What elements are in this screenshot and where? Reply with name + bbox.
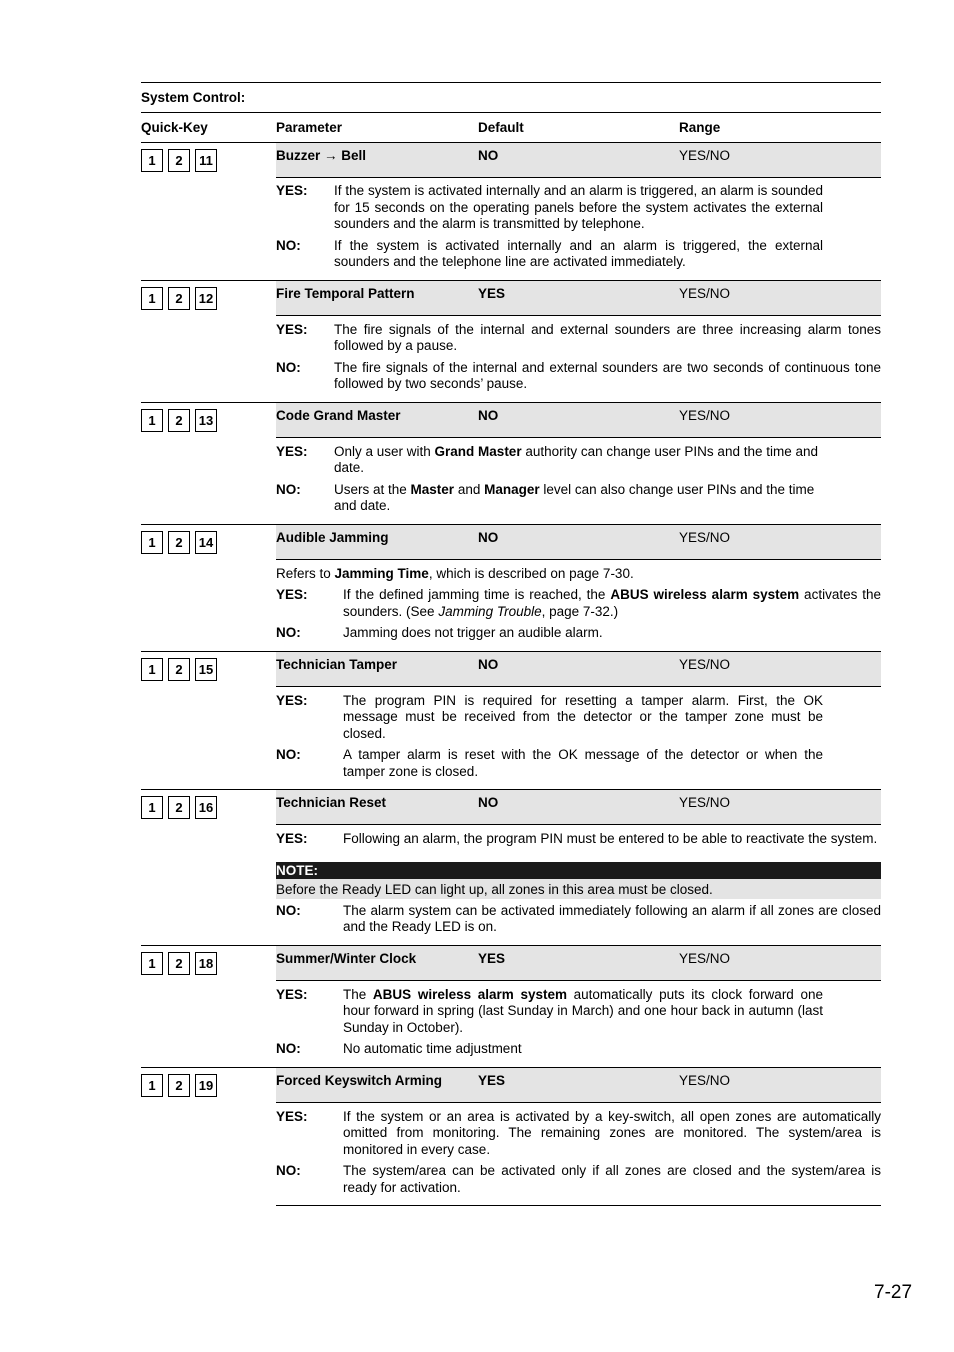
entry-body [276, 790, 881, 945]
option-text: The system/area can be activated only if all zones are closed and the system/area is ready for activation. [343, 1163, 881, 1195]
entry-code-grand-master [141, 402, 881, 524]
option-label: YES: [276, 443, 308, 459]
default-value: NO [478, 529, 499, 545]
option-no [276, 1163, 881, 1196]
key-box: 14 [195, 531, 217, 554]
key-box: 1 [141, 658, 163, 681]
quick-key [141, 143, 276, 280]
entry-body [276, 652, 881, 790]
text-run: Users at the [334, 481, 411, 497]
text-run: authority can change user PINs and the time and date. [334, 443, 819, 475]
key-box: 2 [168, 796, 190, 819]
parameter-name: Fire Temporal Pattern [276, 285, 415, 301]
key-box: 2 [168, 1074, 190, 1097]
option-label: NO: [276, 625, 301, 640]
option-no [276, 1041, 881, 1058]
entry-fire-temporal-pattern [141, 280, 881, 402]
option-text: If the system is activated internally and an alarm is triggered, the external sounders and the telephone line are activated immediately. [334, 237, 823, 269]
option-text: Following an alarm, the program PIN must be entered to be able to reactivate the system. [343, 831, 878, 846]
column-quick-key: Quick-Key [141, 120, 208, 135]
parameter-name [276, 148, 478, 177]
option-text: A tamper alarm is reset with the OK message of the detector or when the tamper zone is closed. [343, 747, 823, 779]
option-no [276, 238, 881, 271]
quick-key [141, 790, 276, 945]
key-box: 1 [141, 149, 163, 172]
parameter-row [276, 790, 881, 825]
arrow-right-icon: → [324, 148, 338, 163]
option-yes [276, 693, 881, 743]
text-run: level can also change user PINs and the time and date. [334, 481, 815, 513]
description [276, 438, 881, 524]
key-box: 2 [168, 287, 190, 310]
quick-key [141, 652, 276, 790]
parameter-name: Technician Tamper [276, 656, 398, 672]
option-label: NO: [276, 237, 301, 253]
entry-forced-keyswitch-arming [141, 1067, 881, 1207]
key-box: 15 [195, 658, 217, 681]
description [276, 178, 881, 280]
option-no [276, 747, 881, 780]
parameter-row [276, 652, 881, 687]
text-run: activates the sounders. (See [343, 587, 881, 619]
settings-table [141, 82, 881, 1206]
option-label: NO: [276, 481, 301, 497]
option-text [334, 482, 823, 515]
description [276, 981, 881, 1067]
key-box: 16 [195, 796, 217, 819]
text-run: Only a user with [334, 443, 435, 459]
text-run-bold: ABUS wireless alarm system [372, 986, 567, 1002]
option-yes [276, 831, 881, 848]
section-title: System Control: [141, 90, 246, 105]
parameter-name: Summer/Winter Clock [276, 950, 417, 966]
text-run-italic: Jamming Trouble [438, 603, 542, 619]
option-label: NO: [276, 359, 301, 375]
key-box: 1 [141, 796, 163, 819]
text-run: , page 7-32.) [541, 603, 619, 619]
column-parameter: Parameter [276, 120, 343, 135]
text-run: Refers to [276, 565, 335, 581]
option-label: NO: [276, 1163, 301, 1178]
text-run: If the defined jamming time is reached, the [343, 587, 611, 602]
option-text [334, 444, 823, 477]
option-text [343, 987, 823, 1037]
option-no [276, 482, 881, 515]
column-default: Default [478, 120, 524, 135]
parameter-row [276, 1068, 881, 1103]
default-value: NO [478, 656, 499, 672]
intro-text [276, 566, 881, 583]
option-yes [276, 183, 881, 233]
entry-body [276, 281, 881, 402]
description [276, 316, 881, 402]
option-label: YES: [276, 587, 308, 602]
text-run-bold: Jamming Time [334, 565, 429, 581]
key-box: 2 [168, 149, 190, 172]
range-value: YES/NO [679, 795, 731, 810]
option-no [276, 360, 881, 393]
parameter-row [276, 946, 881, 981]
entry-audible-jamming [141, 524, 881, 651]
text-run-bold: Grand Master [434, 443, 522, 459]
default-value: NO [478, 795, 499, 810]
page-number: 7-27 [874, 1282, 913, 1303]
range-value: YES/NO [679, 148, 731, 163]
key-box: 1 [141, 531, 163, 554]
option-text: The fire signals of the internal and external sounders are two seconds of continuous tone followed by two seconds’ pause. [334, 359, 881, 391]
default-value: YES [478, 1072, 506, 1088]
parameter-part: Buzzer [276, 148, 321, 163]
range-value: YES/NO [679, 529, 731, 545]
key-box: 11 [195, 149, 217, 172]
key-box: 1 [141, 409, 163, 432]
description [276, 825, 881, 945]
option-text: The program PIN is required for resetting a tamper alarm. First, the OK message must be received from the detector or the tamper zone must be closed. [343, 692, 823, 741]
parameter-row [276, 281, 881, 316]
option-label: YES: [276, 321, 308, 337]
option-label: NO: [276, 1041, 301, 1056]
entry-body [276, 525, 881, 651]
key-box: 1 [141, 1074, 163, 1097]
option-yes [276, 1109, 881, 1159]
quick-key [141, 525, 276, 651]
entry-technician-reset [141, 789, 881, 945]
option-yes [276, 322, 881, 355]
key-box: 1 [141, 287, 163, 310]
option-text: If the system or an area is activated by a key-switch, all open zones are automatically omitted from monitoring. The remaining zones are monitored. The system/area is monitored in every case. [343, 1108, 881, 1157]
parameter-name: Code Grand Master [276, 407, 401, 423]
key-box: 13 [195, 409, 217, 432]
key-box: 2 [168, 409, 190, 432]
option-text: The fire signals of the internal and external sounders are three increasing alarm tones followed by a pause. [334, 321, 881, 353]
entry-body [276, 143, 881, 280]
option-label: YES: [276, 1108, 308, 1124]
text-run: automatically puts its clock forward one hour forward in spring (last Sunday in March) and one hour back in autumn (last Sunday in October). [343, 986, 823, 1035]
default-value: YES [478, 950, 506, 966]
note-text: Before the Ready LED can light up, all zones in this area must be closed. [276, 879, 881, 899]
quick-key [141, 403, 276, 524]
option-label: NO: [276, 902, 301, 918]
option-no [276, 903, 881, 936]
option-text: Jamming does not trigger an audible alarm. [343, 625, 603, 640]
key-box: 2 [168, 952, 190, 975]
option-text [343, 587, 881, 620]
option-yes [276, 587, 881, 620]
description [276, 1103, 881, 1206]
option-label: YES: [276, 183, 308, 198]
parameter-name: Technician Reset [276, 795, 387, 810]
parameter-row [276, 403, 881, 438]
entry-body [276, 946, 881, 1067]
description [276, 687, 881, 790]
parameter-row [276, 143, 881, 178]
option-label: NO: [276, 747, 301, 762]
option-yes [276, 444, 881, 477]
entry-summer-winter-clock [141, 945, 881, 1067]
quick-key [141, 946, 276, 1067]
key-box: 19 [195, 1074, 217, 1097]
option-no [276, 625, 881, 642]
quick-key [141, 281, 276, 402]
entry-technician-tamper [141, 651, 881, 790]
column-range: Range [679, 120, 721, 135]
key-box: 1 [141, 952, 163, 975]
key-box: 2 [168, 658, 190, 681]
quick-key [141, 1068, 276, 1207]
option-text: No automatic time adjustment [343, 1041, 522, 1056]
range-value: YES/NO [679, 656, 731, 672]
column-headers [141, 113, 881, 142]
default-value: NO [478, 407, 499, 423]
text-run: and [454, 481, 485, 497]
parameter-row [276, 525, 881, 560]
option-text: If the system is activated internally and an alarm is triggered, an alarm is sounded for 15 seconds on the operating panels before the system activates the external sounders and the alarm is transmitted by telephone. [334, 183, 823, 231]
range-value: YES/NO [679, 1072, 731, 1088]
range-value: YES/NO [679, 407, 731, 423]
option-yes [276, 987, 881, 1037]
key-box: 18 [195, 952, 217, 975]
option-label: YES: [276, 986, 308, 1002]
note-heading: NOTE: [276, 862, 881, 879]
text-run-bold: Manager [484, 481, 540, 497]
text-run-bold: ABUS wireless alarm system [610, 587, 800, 602]
parameter-part: Bell [341, 148, 367, 163]
text-run: , which is described on page 7-30. [428, 565, 634, 581]
key-box: 12 [195, 287, 217, 310]
entry-body [276, 403, 881, 524]
option-label: YES: [276, 692, 308, 708]
description [276, 560, 881, 651]
range-value: YES/NO [679, 285, 731, 301]
key-box: 2 [168, 531, 190, 554]
text-run-bold: Master [410, 481, 455, 497]
parameter-name: Audible Jamming [276, 529, 389, 545]
default-value: YES [478, 285, 506, 301]
entry-buzzer-bell [141, 142, 881, 280]
range-value: YES/NO [679, 950, 731, 966]
option-label: YES: [276, 831, 308, 846]
option-text: The alarm system can be activated immediately following an alarm if all zones are closed and the Ready LED is on. [343, 902, 881, 934]
entry-body [276, 1068, 881, 1207]
parameter-name: Forced Keyswitch Arming [276, 1072, 443, 1088]
text-run: The [343, 986, 373, 1002]
default-value: NO [478, 148, 499, 163]
